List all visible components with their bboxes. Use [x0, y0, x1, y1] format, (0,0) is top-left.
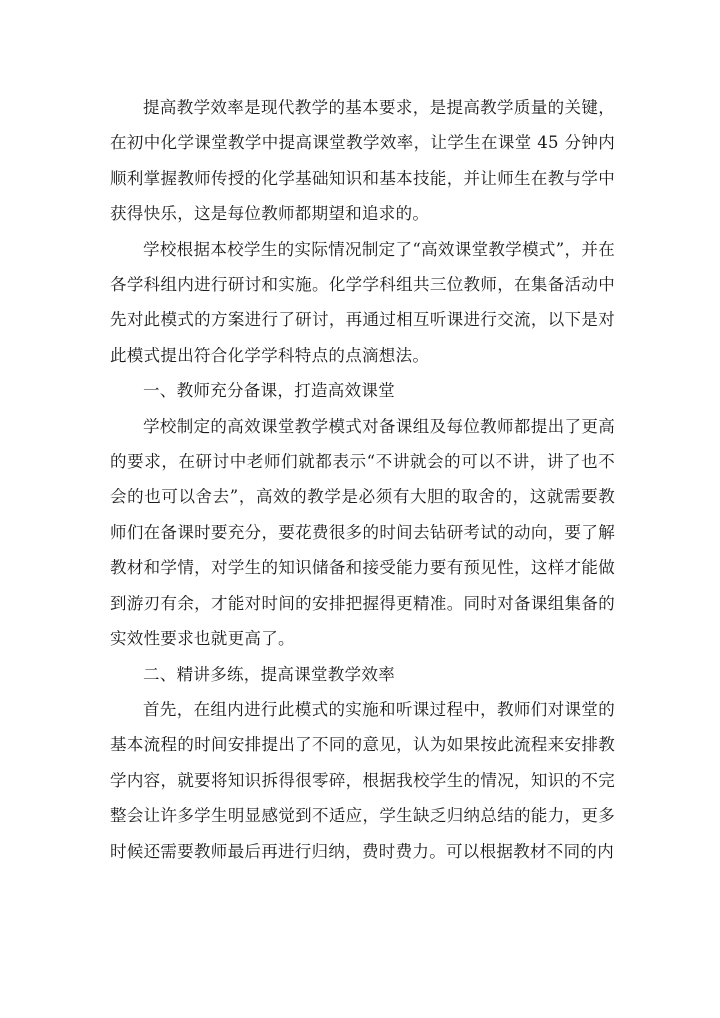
- paragraph-school-model: 学校根据本校学生的实际情况制定了“高效课堂教学模式”，并在各学科组内进行研讨和实施。化学学科组共三位教师，在集备活动中先对此模式的方案进行了研讨，再通过相互听课进行交流，以下是对此模式提出符合化学学科特点的点滴想法。: [110, 239, 615, 365]
- paragraph-practice: 首先，在组内进行此模式的实施和听课过程中，教师们对课堂的基本流程的时间安排提出了不同的意见，认为如果按此流程来安排教学内容，就要将知识拆得很零碎，根据我校学生的情况，知识的不完整会让许多学生明显感觉到不适应，学生缺乏归纳总结的能力，更多时候还需要教师最后再进行归纳，费时费力。可以根据教材不同的内: [110, 699, 615, 861]
- paragraph-intro: 提高教学效率是现代教学的基本要求，是提高教学质量的关键，在初中化学课堂教学中提高课堂教学效率，让学生在课堂 45 分钟内顺利掌握教师传授的化学基础知识和基本技能，并让师生在教与学中获得快乐，这是每位教师都期望和追求的。: [110, 98, 615, 224]
- section-heading-2: 二、精讲多练，提高课堂教学效率: [143, 664, 395, 684]
- paragraph-lesson-prep: 学校制定的高效课堂教学模式对备课组及每位教师都提出了更高的要求，在研讨中老师们就都表示“不讲就会的可以不讲，讲了也不会的也可以舍去”，高效的教学是必须有大胆的取舍的，这就需要教师们在备课时要充分，要花费很多的时间去钻研考试的动向，要了解教材和学情，对学生的知识储备和接受能力要有预见性，这样才能做到游刃有余，才能对时间的安排把握得更精准。同时对备课组集备的实效性要求也就更高了。: [110, 416, 615, 649]
- document-body: [110, 90, 615, 869]
- section-heading-1: 一、教师充分备课，打造高效课堂: [143, 381, 395, 401]
